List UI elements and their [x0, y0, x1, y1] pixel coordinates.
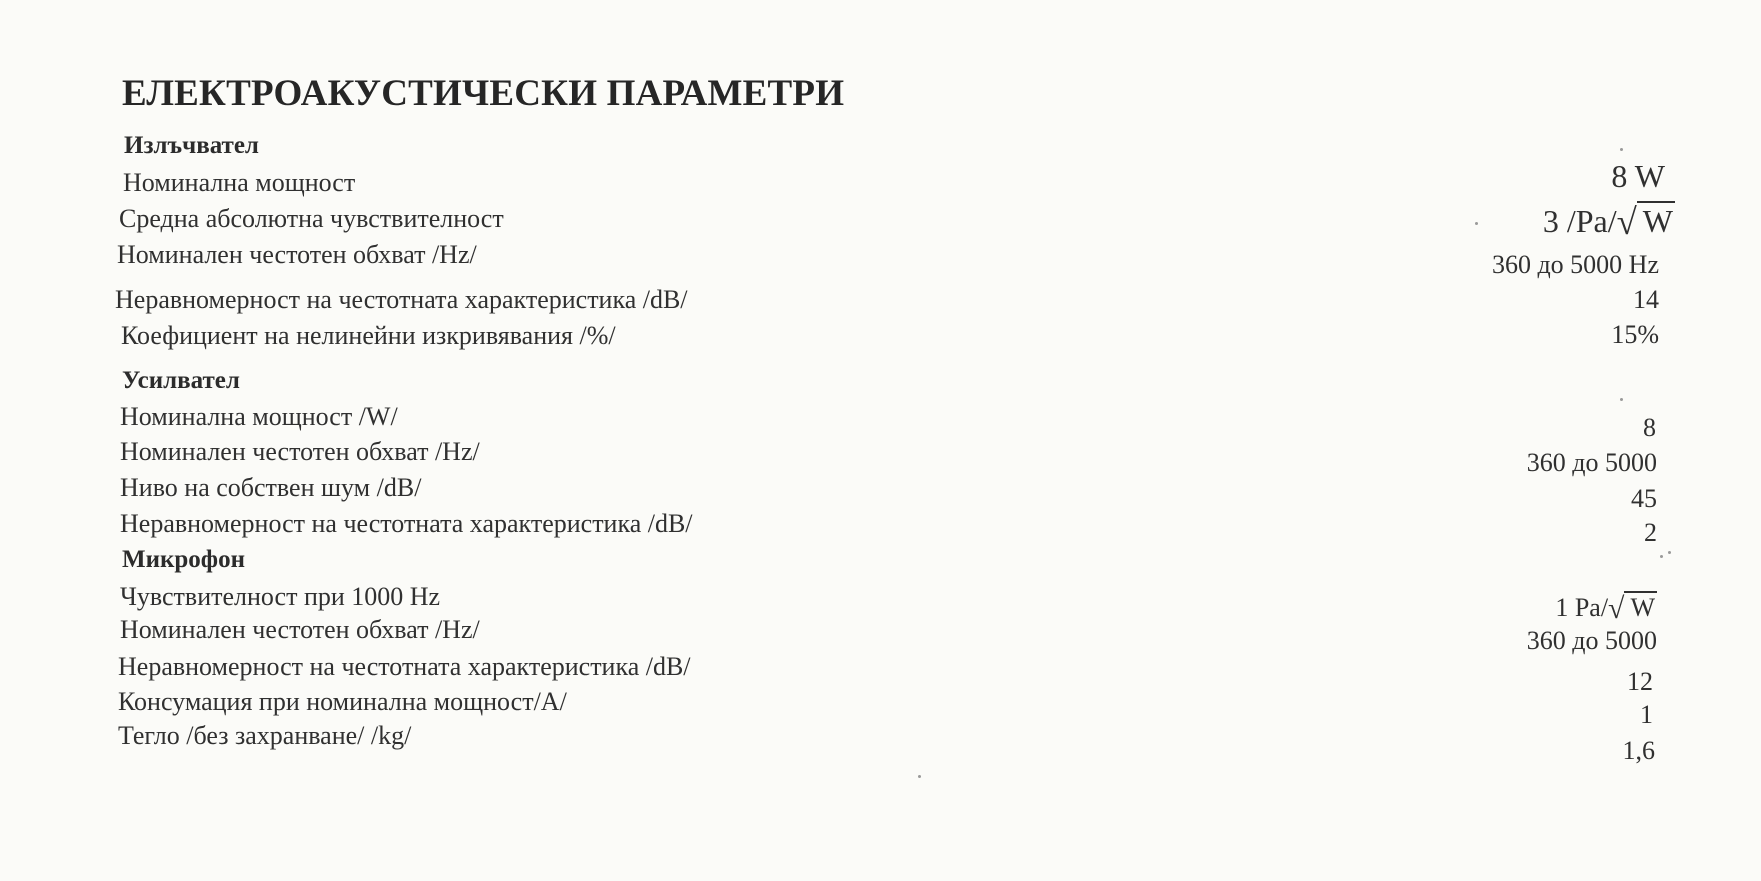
microphone-frequency-range-label: Номинален честотен обхват /Hz/	[120, 615, 480, 644]
scan-speck	[1620, 398, 1623, 401]
section-heading-microphone: Микрофон	[122, 546, 246, 573]
emitter-sensitivity-value	[1543, 200, 1675, 243]
microphone-sensitivity-radicand: W	[1624, 591, 1657, 622]
microphone-frequency-range-value: 360 до 5000	[1526, 626, 1657, 655]
amplifier-noise-level-label: Ниво на собствен шум /dB/	[120, 473, 422, 502]
amplifier-frequency-range-value: 360 до 5000	[1526, 448, 1657, 477]
scan-speck	[1620, 148, 1623, 151]
amplifier-frequency-range-label: Номинален честотен обхват /Hz/	[120, 437, 480, 466]
amplifier-noise-level-value: 45	[1631, 484, 1657, 513]
emitter-sensitivity-label: Средна абсолютна чувствителност	[119, 204, 504, 233]
scan-speck	[918, 775, 921, 778]
microphone-frequency-unevenness-label: Неравномерност на честотната характеристика /dB/	[118, 652, 691, 681]
amplifier-rated-power-value: 8	[1643, 413, 1656, 442]
emitter-sensitivity-radicand: W	[1637, 201, 1675, 239]
weight-label: Тегло /без захранване/ /kg/	[118, 721, 412, 750]
amplifier-rated-power-label: Номинална мощност /W/	[120, 402, 398, 431]
emitter-frequency-range-value: 360 до 5000 Hz	[1491, 250, 1659, 279]
power-consumption-label: Консумация при номинална мощност/A/	[118, 687, 567, 716]
scan-speck	[1668, 551, 1671, 554]
emitter-frequency-unevenness-value: 14	[1633, 285, 1659, 314]
microphone-sensitivity-value	[1555, 592, 1657, 626]
microphone-frequency-unevenness-value: 12	[1627, 667, 1653, 696]
emitter-distortion-label: Коефициент на нелинейни изкривявания /%/	[121, 321, 616, 350]
emitter-rated-power-label: Номинална мощност	[123, 168, 356, 197]
weight-value: 1,6	[1622, 736, 1655, 765]
section-heading-amplifier: Усилвател	[122, 367, 240, 394]
page-title: ЕЛЕКТРОАКУСТИЧЕСКИ ПАРАМЕТРИ	[122, 73, 845, 114]
emitter-rated-power-value: 8 W	[1611, 158, 1665, 194]
emitter-distortion-value: 15%	[1611, 320, 1659, 349]
emitter-frequency-range-label: Номинален честотен обхват /Hz/	[117, 240, 477, 269]
scan-speck	[1660, 555, 1663, 558]
microphone-sensitivity-value-prefix: 1 Pa/	[1555, 593, 1609, 622]
power-consumption-value: 1	[1640, 700, 1653, 729]
emitter-sensitivity-value-prefix: 3 /Pa/	[1542, 203, 1617, 239]
section-heading-emitter: Излъчвател	[124, 132, 259, 159]
emitter-frequency-unevenness-label: Неравномерност на честотната характеристика /dB/	[115, 285, 688, 314]
amplifier-frequency-unevenness-label: Неравномерност на честотната характеристика /dB/	[120, 509, 693, 538]
scan-speck	[1475, 222, 1478, 225]
square-root-icon: √ W	[1616, 201, 1673, 242]
microphone-sensitivity-label: Чувствителност при 1000 Hz	[120, 582, 441, 611]
square-root-icon: √ W	[1608, 592, 1655, 625]
amplifier-frequency-unevenness-value: 2	[1644, 518, 1657, 547]
